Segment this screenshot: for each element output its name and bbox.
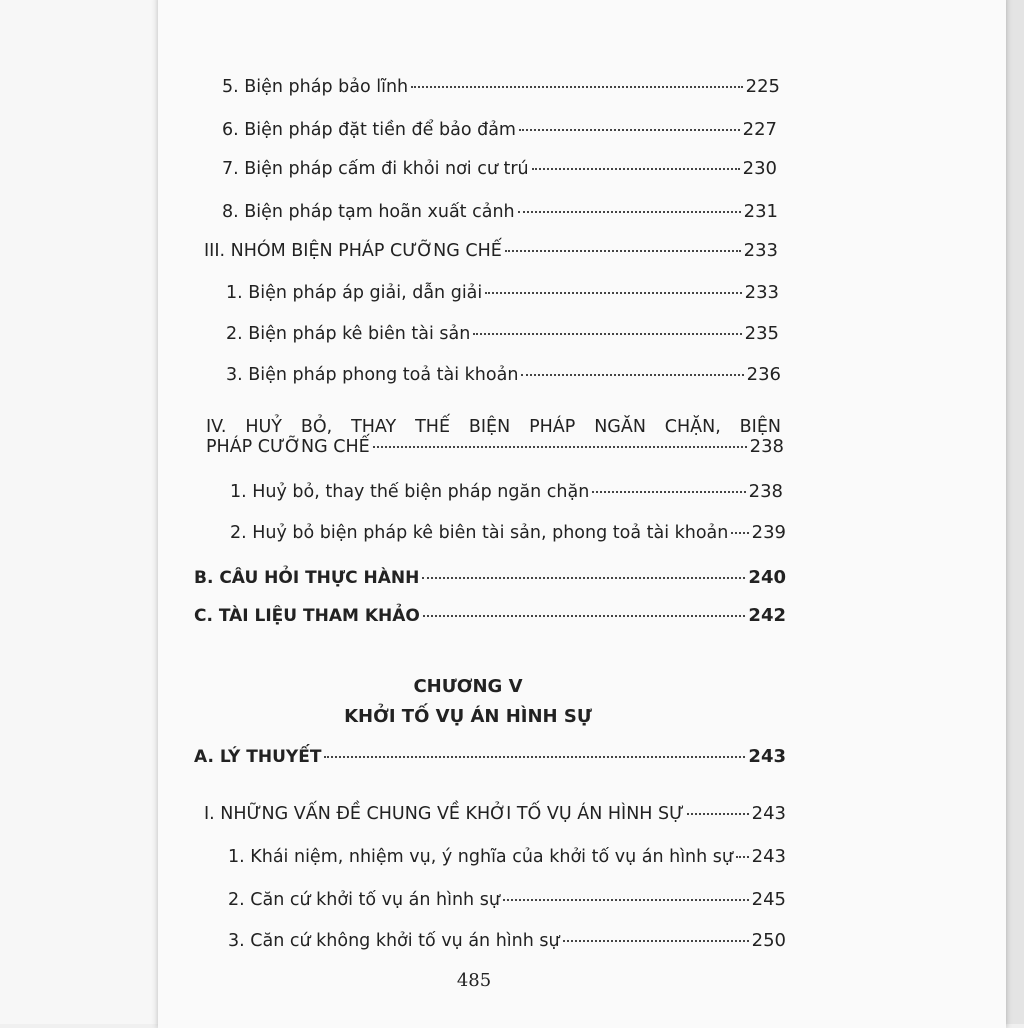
toc-entry-label: C. TÀI LIỆU THAM KHẢO [194,606,420,626]
toc-entry-page: 231 [743,201,778,222]
toc-entry-page: 240 [748,567,786,588]
toc-entry-page: 250 [751,930,786,951]
dot-leader [532,168,740,170]
toc-entry-page: 230 [742,158,777,179]
dot-leader [687,813,749,815]
toc-entry-label: 3. Biện pháp phong toả tài khoản [226,365,519,385]
toc-part-heading [194,605,786,627]
toc-entry-page: 233 [743,240,778,261]
toc-entry-label: B. CÂU HỎI THỰC HÀNH [194,568,420,588]
dot-leader [411,86,742,88]
page-number: 485 [456,970,492,991]
dot-leader [373,446,747,448]
dot-leader [731,532,748,534]
dot-leader [521,374,743,376]
toc-entry [222,158,777,180]
dot-leader [736,856,749,858]
toc-entry [226,282,779,304]
toc-entry-label: 2. Căn cứ khởi tố vụ án hình sự [228,890,500,910]
chapter-title: KHỞI TỐ VỤ ÁN HÌNH SỰ [344,706,592,727]
dot-leader [505,250,741,252]
toc-entry-page: 238 [748,481,783,502]
toc-entry-page: 238 [749,436,784,457]
book-page [158,0,1006,1028]
dot-leader [423,615,746,617]
toc-entry [228,930,786,952]
background-left [0,0,160,1024]
toc-section-heading [204,240,778,262]
toc-entry-label: 5. Biện pháp bảo lĩnh [222,77,409,97]
toc-entry [228,846,786,868]
toc-entry-page: 227 [742,119,777,140]
toc-entry [222,76,780,98]
toc-entry-page: 243 [751,846,786,867]
toc-entry-label: 2. Huỷ bỏ biện pháp kê biên tài sản, phong toả tài khoản [230,523,729,543]
dot-leader [422,577,745,579]
dot-leader [324,756,745,758]
toc-section-heading-line1: IV. HUỶ BỎ, THAY THẾ BIỆN PHÁP NGĂN CHẶN, BIỆN [206,417,781,437]
toc-entry-page: 242 [748,605,786,626]
toc-entry-label: 7. Biện pháp cấm đi khỏi nơi cư trú [222,159,529,179]
toc-section-heading [204,803,786,825]
toc-entry-label: A. LÝ THUYẾT [194,747,322,767]
toc-entry-page: 225 [745,76,780,97]
dot-leader [503,899,749,901]
toc-entry-label: PHÁP CƯỠNG CHẾ [206,437,370,457]
dot-leader [485,292,741,294]
toc-entry [226,364,781,386]
dot-leader [519,129,740,131]
dot-leader [563,940,749,942]
toc-entry [222,119,777,141]
toc-entry [222,201,778,223]
toc-entry-page: 235 [744,323,779,344]
toc-entry-label: 1. Huỷ bỏ, thay thế biện pháp ngăn chặn [230,482,590,502]
toc-entry-label: 1. Biện pháp áp giải, dẫn giải [226,283,483,303]
toc-entry [226,323,779,345]
toc-entry [230,481,783,503]
toc-entry-page: 243 [748,746,786,767]
toc-entry-label: 2. Biện pháp kê biên tài sản [226,324,471,344]
toc-entry-label: 6. Biện pháp đặt tiền để bảo đảm [222,120,516,140]
toc-entry-label: 3. Căn cứ không khởi tố vụ án hình sự [228,931,560,951]
toc-entry-label: III. NHÓM BIỆN PHÁP CƯỠNG CHẾ [204,241,502,261]
chapter-number: CHƯƠNG V [413,676,523,697]
toc-part-heading [194,567,786,589]
toc-entry-page: 236 [746,364,781,385]
dot-leader [592,491,745,493]
toc-entry-page: 245 [751,889,786,910]
toc-entry-label: I. NHỮNG VẤN ĐỀ CHUNG VỀ KHỞI TỐ VỤ ÁN HÌNH SỰ [204,804,685,824]
toc-entry-page: 233 [744,282,779,303]
dot-leader [473,333,741,335]
toc-entry-page: 239 [751,522,786,543]
toc-entry-label: 8. Biện pháp tạm hoãn xuất cảnh [222,202,515,222]
toc-part-heading [194,746,786,768]
toc-entry-page: 243 [751,803,786,824]
toc-section-heading [206,436,784,458]
dot-leader [518,211,741,213]
toc-entry [228,889,786,911]
toc-entry [230,522,786,544]
toc-entry-label: 1. Khái niệm, nhiệm vụ, ý nghĩa của khởi tố vụ án hình sự [228,847,734,867]
background-right [1006,0,1024,1024]
